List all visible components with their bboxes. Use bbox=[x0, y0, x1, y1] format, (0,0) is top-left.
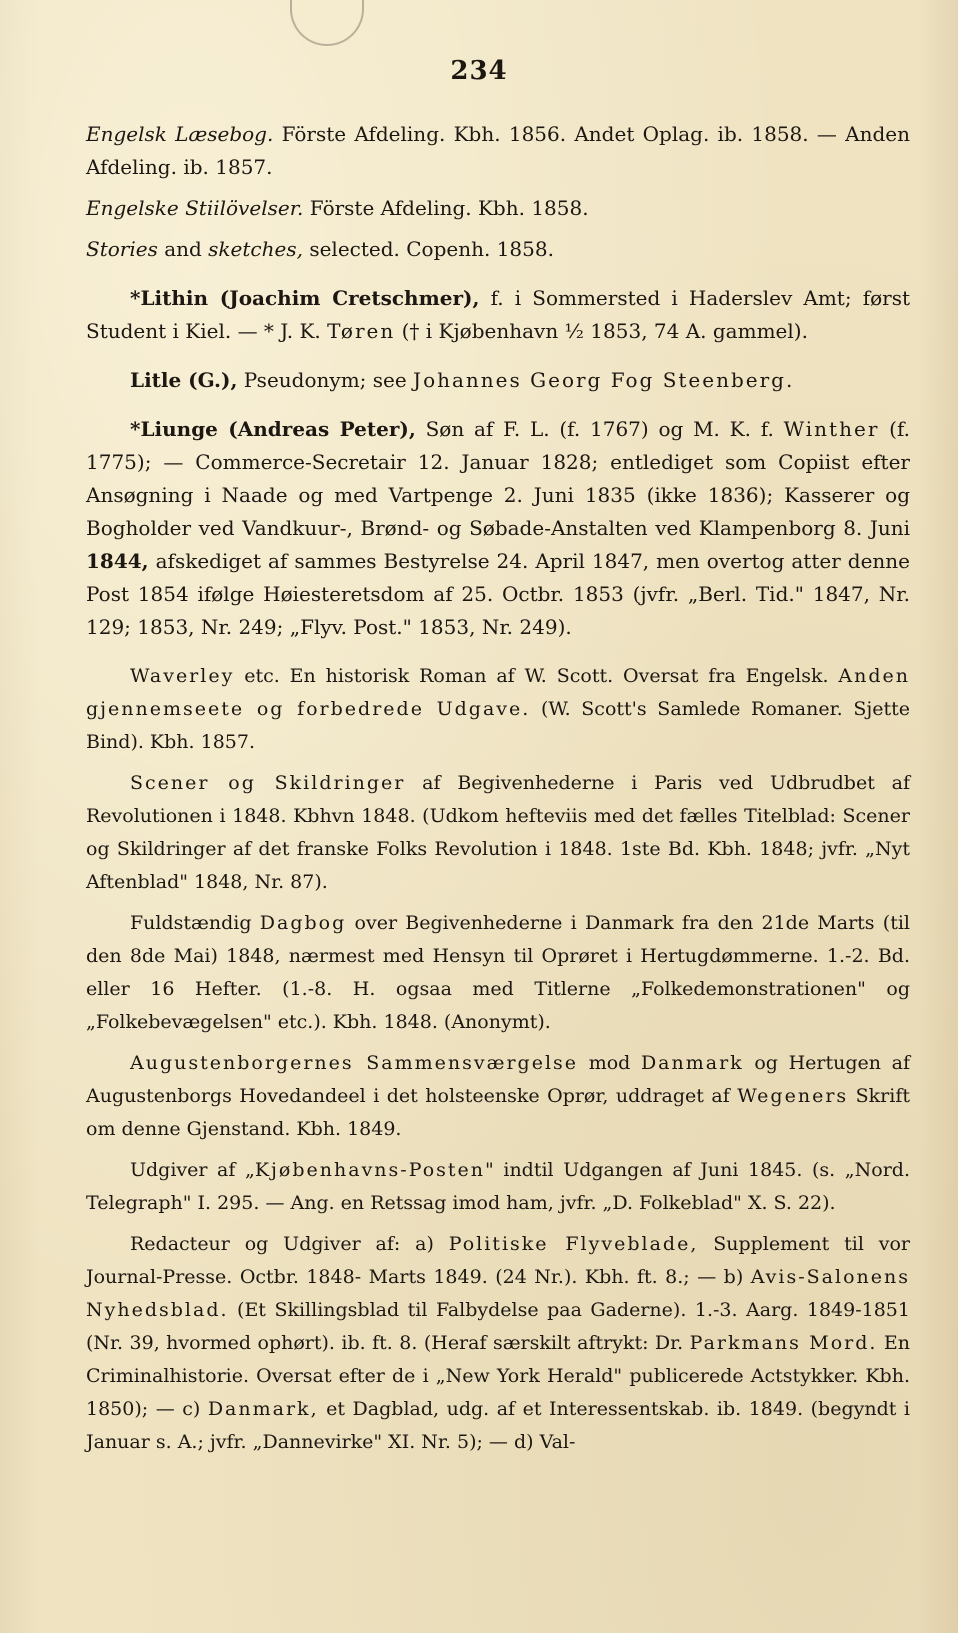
entry-text: og Hertugen af Augustenborgs Hovedandeel i det holsteenske Oprør, uddraget af bbox=[86, 1052, 910, 1107]
entry-text: over Begivenhederne i Danmark fra den 21de Marts (til den 8de Mai) 1848, nærmest med Hensyn til Oprøret i Hertugdømmerne. 1.-2. Bd. eller 16 Hefter. (1.-8. H. ogsaa med Titlerne „Folkedemonstrationen" og „Folkebevægelsen" etc.). Kbh. 1848. (Anonymt). bbox=[86, 912, 910, 1033]
entry-text: Förste Afdeling. Kbh. 1856. Andet Oplag. ib. 1858. — Anden Afdeling. ib. 1857. bbox=[86, 122, 910, 179]
entry-text: Tøren bbox=[327, 319, 396, 343]
author-name: *Lithin (Joachim Cretschmer), bbox=[130, 286, 480, 310]
page-text bbox=[86, 118, 910, 1467]
entry-text: et Dagblad, udg. af et Interessentskab. ib. 1849. (begyndt i Januar s. A.; jvfr. „Dannevirke" XI. Nr. 5); — d) Val- bbox=[86, 1398, 911, 1453]
bibliography-entry bbox=[86, 767, 910, 899]
binding-mark bbox=[290, 0, 364, 46]
entry-text: (W. Scott's Samlede Romaner. Sjette Bind). Kbh. 1857. bbox=[86, 698, 910, 753]
entry-text: Scener og Skildringer bbox=[130, 772, 406, 794]
entry-text: Anden gjennemseete og forbedrede Udgave. bbox=[86, 665, 910, 720]
entry-text: af Begivenhederne i Paris ved Udbrudbet af Revolutionen i 1848. Kbhvn 1848. (Udkom hefteviis med det fælles Titelblad: Scener og Skildringer af det franske Folks Revolution i 1848. 1ste Bd. Kbh. 1848; jvfr. „Nyt Aftenblad" 1848, Nr. 87). bbox=[86, 772, 910, 893]
entry-text: f. i Sommersted i Haderslev Amt; først Student i Kiel. — * J. K. bbox=[86, 286, 910, 343]
entry-text: sketches, bbox=[208, 237, 303, 261]
entry-text: Redacteur og Udgiver af: a) bbox=[130, 1233, 449, 1255]
entry-text: (f. 1775); — Commerce-Secretair 12. Januar 1828; entlediget som Copiist efter Ansøgning i Naade og med Vartpenge 2. Juni 1835 (ikke 1836); Kasserer og Bogholder ved Vandkuur-, Brønd- og Søbade-Anstalten ved Klampenborg 8. Juni bbox=[86, 417, 910, 540]
bibliography-entry bbox=[86, 1228, 910, 1459]
author-name: *Liunge (Andreas Peter), bbox=[130, 417, 416, 441]
author-name: Litle (G.), bbox=[130, 368, 238, 392]
entry-text: Skrift om denne Gjenstand. Kbh. 1849. bbox=[86, 1085, 910, 1140]
entry-text: Søn af F. L. (f. 1767) og M. K. f. bbox=[415, 417, 784, 441]
entry-text: etc. En historisk Roman af W. Scott. Oversat fra Engelsk. bbox=[234, 665, 839, 687]
entry-text: Fuldstændig bbox=[130, 912, 260, 934]
entry-text: Förste Afdeling. Kbh. 1858. bbox=[303, 196, 589, 220]
bibliography-entry bbox=[86, 233, 910, 266]
bibliography-entry bbox=[86, 907, 910, 1039]
entry-text: Dagbog bbox=[259, 912, 347, 934]
entry-text: selected. Copenh. 1858. bbox=[302, 237, 554, 261]
entry-text: Politiske Flyveblade, bbox=[448, 1233, 699, 1255]
entry-text: (Et Skillingsblad til Falbydelse paa Gaderne). 1.-3. Aarg. 1849-1851 (Nr. 39, hvormed ophørt). ib. ft. 8. (Heraf særskilt aftrykt: Dr. bbox=[86, 1299, 910, 1354]
entry-text: Johannes Georg Fog Steenberg. bbox=[413, 368, 795, 392]
entry-text: Winther bbox=[783, 417, 880, 441]
entry-text: Engelsk Læsebog. bbox=[86, 122, 274, 146]
entry-text: En Criminalhistorie. Oversat efter de i „New York Herald" publicerede Actstykker. Kbh. 1850); — c) bbox=[86, 1332, 910, 1420]
entry-text: 1844, bbox=[86, 549, 149, 573]
entry-text: Augustenborgernes Sammensværgelse bbox=[130, 1052, 579, 1074]
entry-text: afskediget af sammes Bestyrelse 24. April 1847, men overtog atter denne Post 1854 ifølge Høiesteretsdom af 25. Octbr. 1853 (jvfr. „Berl. Tid." 1847, Nr. 129; 1853, Nr. 249; „Flyv. Post." 1853, Nr. 249). bbox=[86, 549, 910, 639]
bibliography-entry bbox=[86, 1154, 910, 1220]
entry-text: Waverley bbox=[130, 665, 235, 687]
entry-text: Supplement til vor Journal-Presse. Octbr. 1848- Marts 1849. (24 Nr.). Kbh. ft. 8.; — b) bbox=[86, 1233, 910, 1288]
page-number: 234 bbox=[450, 56, 508, 86]
entry-text: Parkmans Mord. bbox=[689, 1332, 878, 1354]
bibliography-entry bbox=[86, 192, 910, 225]
entry-text: Kjøbenhavns-Posten bbox=[254, 1159, 486, 1181]
entry-text: Wegeners bbox=[737, 1085, 849, 1107]
entry-text: Pseudonym; see bbox=[237, 368, 414, 392]
entry-text: and bbox=[157, 237, 209, 261]
bibliography-entry bbox=[86, 1047, 910, 1146]
entry-text: Engelske Stiilövelser. bbox=[86, 196, 304, 220]
author-entry bbox=[86, 282, 910, 348]
author-entry bbox=[86, 413, 910, 644]
entry-text: Udgiver af „ bbox=[130, 1159, 255, 1181]
entry-text: († i Kjøbenhavn ½ 1853, 74 A. gammel). bbox=[395, 319, 808, 343]
author-entry bbox=[86, 364, 910, 397]
entry-text: mod bbox=[578, 1052, 641, 1074]
entry-text: Stories bbox=[86, 237, 158, 261]
entry-text: Danmark bbox=[640, 1052, 744, 1074]
bibliography-entry bbox=[86, 660, 910, 759]
entry-text: Avis-Salonens Nyhedsblad. bbox=[86, 1266, 910, 1321]
entry-text: " indtil Udgangen af Juni 1845. (s. „Nord. Telegraph" I. 295. — Ang. en Retssag imod ham, jvfr. „D. Folkeblad" X. S. 22). bbox=[86, 1159, 910, 1214]
entry-text: Danmark, bbox=[207, 1398, 319, 1420]
bibliography-entry bbox=[86, 118, 910, 184]
